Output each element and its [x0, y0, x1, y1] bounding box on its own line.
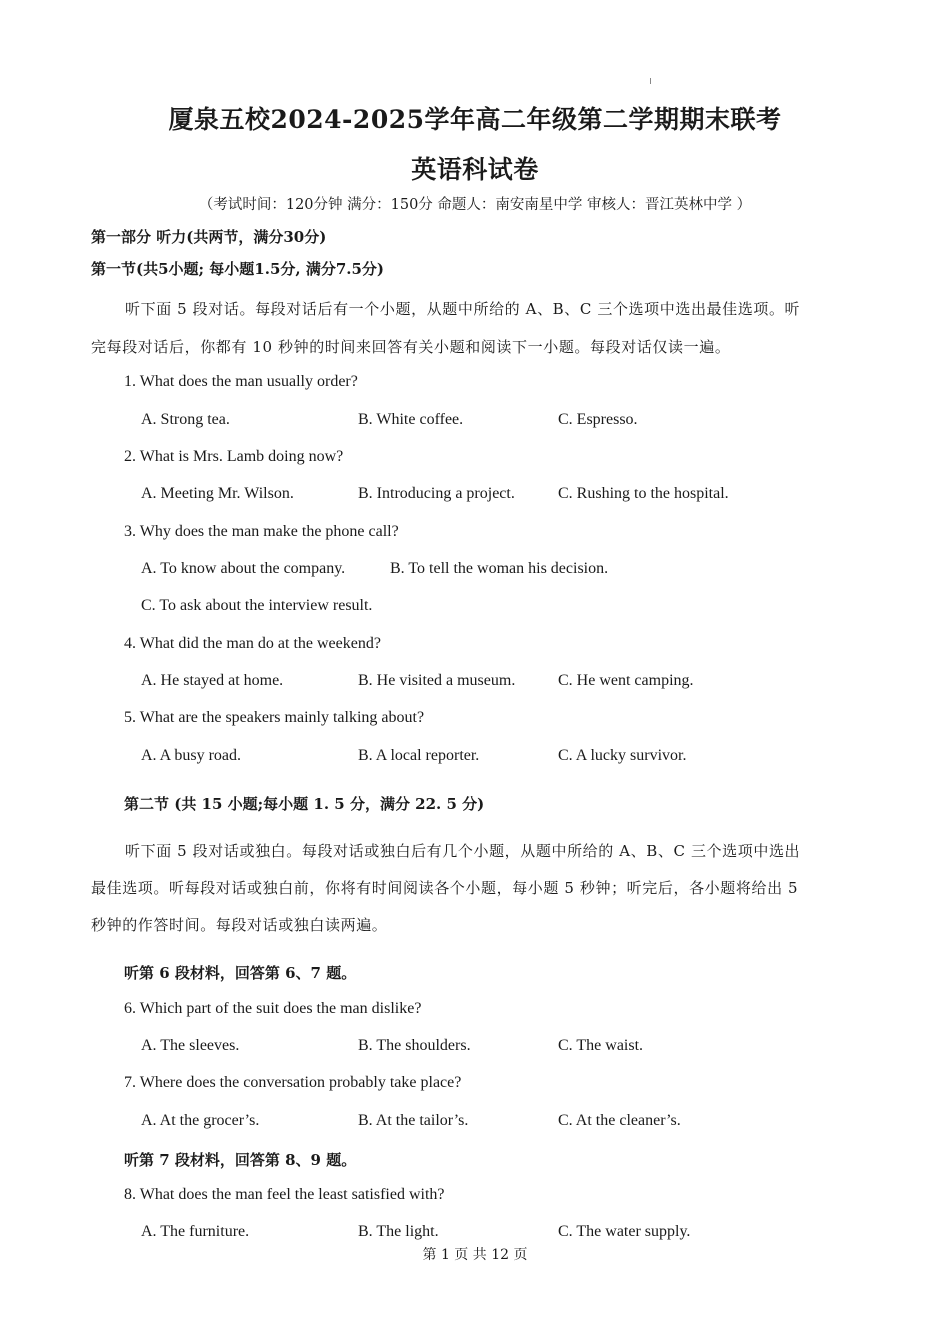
question-6-option-c: C. The waist.	[558, 1037, 644, 1054]
question-4-option-b: B. He visited a museum.	[358, 672, 516, 689]
section1-instruction-line1: 听下面 5 段对话。每段对话后有一个小题，从题中所给的 A、B、C 三个选项中选出最佳选项。听	[125, 300, 801, 318]
question-7-option-a: A. At the grocer’s.	[141, 1112, 260, 1129]
question-5-stem: 5. What are the speakers mainly talking about?	[124, 709, 425, 726]
question-7-stem: 7. Where does the conversation probably take place?	[124, 1074, 462, 1091]
question-3-option-c: C. To ask about the interview result.	[141, 597, 373, 614]
exam-info: （考试时间：120分钟 满分：150分 命题人：南安南星中学 审核人：晋江英林中学 ）	[198, 197, 752, 213]
question-5-option-a: A. A busy road.	[141, 747, 241, 764]
question-7-option-b: B. At the tailor’s.	[358, 1112, 469, 1129]
page-footer: 第 1 页 共 12 页	[422, 1247, 528, 1263]
question-6-stem: 6. Which part of the suit does the man dislike?	[124, 1000, 422, 1017]
question-2-option-a: A. Meeting Mr. Wilson.	[141, 485, 294, 502]
scan-mark	[650, 78, 651, 84]
question-3-option-b: B. To tell the woman his decision.	[390, 560, 609, 577]
question-5-option-b: B. A local reporter.	[358, 747, 480, 764]
section1-instruction-line2: 完每段对话后，你都有 10 秒钟的时间来回答有关小题和阅读下一小题。每段对话仅读一遍。	[91, 338, 731, 356]
section1-title: 第一节(共5小题; 每小题1.5分, 满分7.5分)	[91, 260, 385, 278]
subject-title: 英语科试卷	[411, 155, 539, 184]
section2-instruction-line3: 秒钟的作答时间。每段对话或独白读两遍。	[91, 916, 388, 934]
question-4-stem: 4. What did the man do at the weekend?	[124, 635, 381, 652]
question-2-stem: 2. What is Mrs. Lamb doing now?	[124, 448, 344, 465]
question-3-option-a: A. To know about the company.	[141, 560, 346, 577]
question-3-stem: 3. Why does the man make the phone call?	[124, 523, 399, 540]
question-8-option-a: A. The furniture.	[141, 1223, 250, 1240]
question-4-option-a: A. He stayed at home.	[141, 672, 284, 689]
part1-title: 第一部分 听力(共两节，满分30分)	[91, 228, 327, 246]
question-1-stem: 1. What does the man usually order?	[124, 373, 358, 390]
exam-title: 厦泉五校2024-2025学年高二年级第二学期期末联考	[168, 105, 782, 134]
question-6-option-a: A. The sleeves.	[141, 1037, 240, 1054]
section2-instruction-line1: 听下面 5 段对话或独白。每段对话或独白后有几个小题，从题中所给的 A、B、C 三个选项中选出	[125, 842, 801, 860]
question-8-option-b: B. The light.	[358, 1223, 439, 1240]
question-7-option-c: C. At the cleaner’s.	[558, 1112, 681, 1129]
section2-instruction-line2: 最佳选项。听每段对话或独白前，你将有时间阅读各个小题，每小题 5 秒钟；听完后，各小题将给出 5	[91, 879, 799, 897]
material-7-heading: 听第 7 段材料，回答第 8、9 题。	[124, 1151, 357, 1169]
question-8-stem: 8. What does the man feel the least satisfied with?	[124, 1186, 445, 1203]
question-5-option-c: C. A lucky survivor.	[558, 747, 687, 764]
question-4-option-c: C. He went camping.	[558, 672, 694, 689]
question-1-option-b: B. White coffee.	[358, 411, 464, 428]
question-8-option-c: C. The water supply.	[558, 1223, 691, 1240]
question-2-option-c: C. Rushing to the hospital.	[558, 485, 729, 502]
material-6-heading: 听第 6 段材料，回答第 6、7 题。	[124, 964, 357, 982]
section2-title: 第二节 (共 15 小题;每小题 1. 5 分，满分 22. 5 分)	[124, 795, 485, 813]
question-1-option-a: A. Strong tea.	[141, 411, 230, 428]
question-2-option-b: B. Introducing a project.	[358, 485, 515, 502]
question-1-option-c: C. Espresso.	[558, 411, 638, 428]
question-6-option-b: B. The shoulders.	[358, 1037, 471, 1054]
